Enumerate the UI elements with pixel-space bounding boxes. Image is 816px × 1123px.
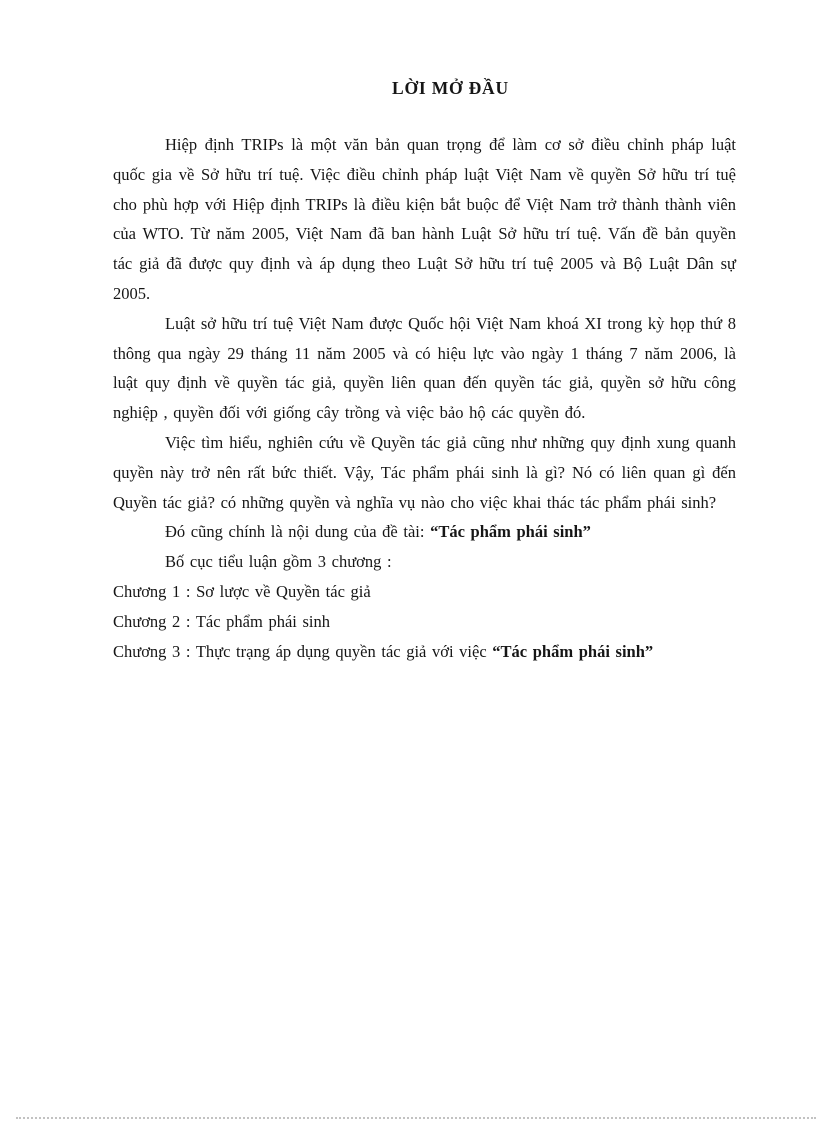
page-break-dotted-line [16,1117,816,1119]
text-run: Luật sở hữu trí tuệ Việt Nam được Quốc hội Việt Nam khoá XI trong kỳ họp thứ 8 thông qua ngày 29 tháng 11 năm 2005 và có hiệu lực vào ngày 1 tháng 7 năm 2006, là luật quy định về quyền tác giả, quyền liên quan đến quyền tác giả, quyền sở hữu công nghiệp , quyền đối với giống cây trồng và việc bảo hộ các quyền đó. [113,313,736,423]
text-run: Chương 3 : Thực trạng áp dụng quyền tác giả với việc [113,641,493,661]
text-run: Chương 2 : Tác phẩm phái sinh [113,611,331,631]
text-run: Việc tìm hiểu, nghiên cứu về Quyền tác giả cũng như những quy định xung quanh quyền này trở nên rất bức thiết. Vậy, Tác phẩm phái sinh là gì? Nó có liên quan gì đến Quyền tác giả? có những quyền và nghĩa vụ nào cho việc khai thác tác phẩm phái sinh? [113,432,736,512]
paragraph [113,428,736,517]
text-run: Đó cũng chính là nội dung của đề tài: [165,522,431,542]
paragraph [113,309,736,428]
text-run: Bố cục tiểu luận gồm 3 chương : [165,552,392,572]
text-run: Hiệp định TRIPs là một văn bản quan trọng để làm cơ sở điều chỉnh pháp luật quốc gia về Sở hữu trí tuệ. Việc điều chỉnh pháp luật Việt Nam về quyền Sở hữu trí tuệ cho phù hợp với Hiệp định TRIPs là điều kiện bắt buộc để Việt Nam trở thành thành viên của WTO. Từ năm 2005, Việt Nam đã ban hành Luật Sở hữu trí tuệ. Vấn đề bản quyền tác giả đã được quy định và áp dụng theo Luật Sở hữu trí tuệ 2005 và Bộ Luật Dân sự 2005. [113,135,736,303]
bold-text-run: “Tác phẩm phái sinh” [492,641,654,661]
bold-text-run: “Tác phẩm phái sinh” [430,522,591,542]
text-block [113,76,736,666]
paragraph [113,637,736,667]
document-title: LỜI MỞ ĐẦU [392,78,509,98]
paragraph [113,577,736,607]
paragraph [113,517,736,547]
text-run: Chương 1 : Sơ lược về Quyền tác giả [113,581,371,601]
document-body [113,130,736,666]
paragraph [113,130,736,309]
paragraph [113,547,736,577]
paragraph [113,607,736,637]
